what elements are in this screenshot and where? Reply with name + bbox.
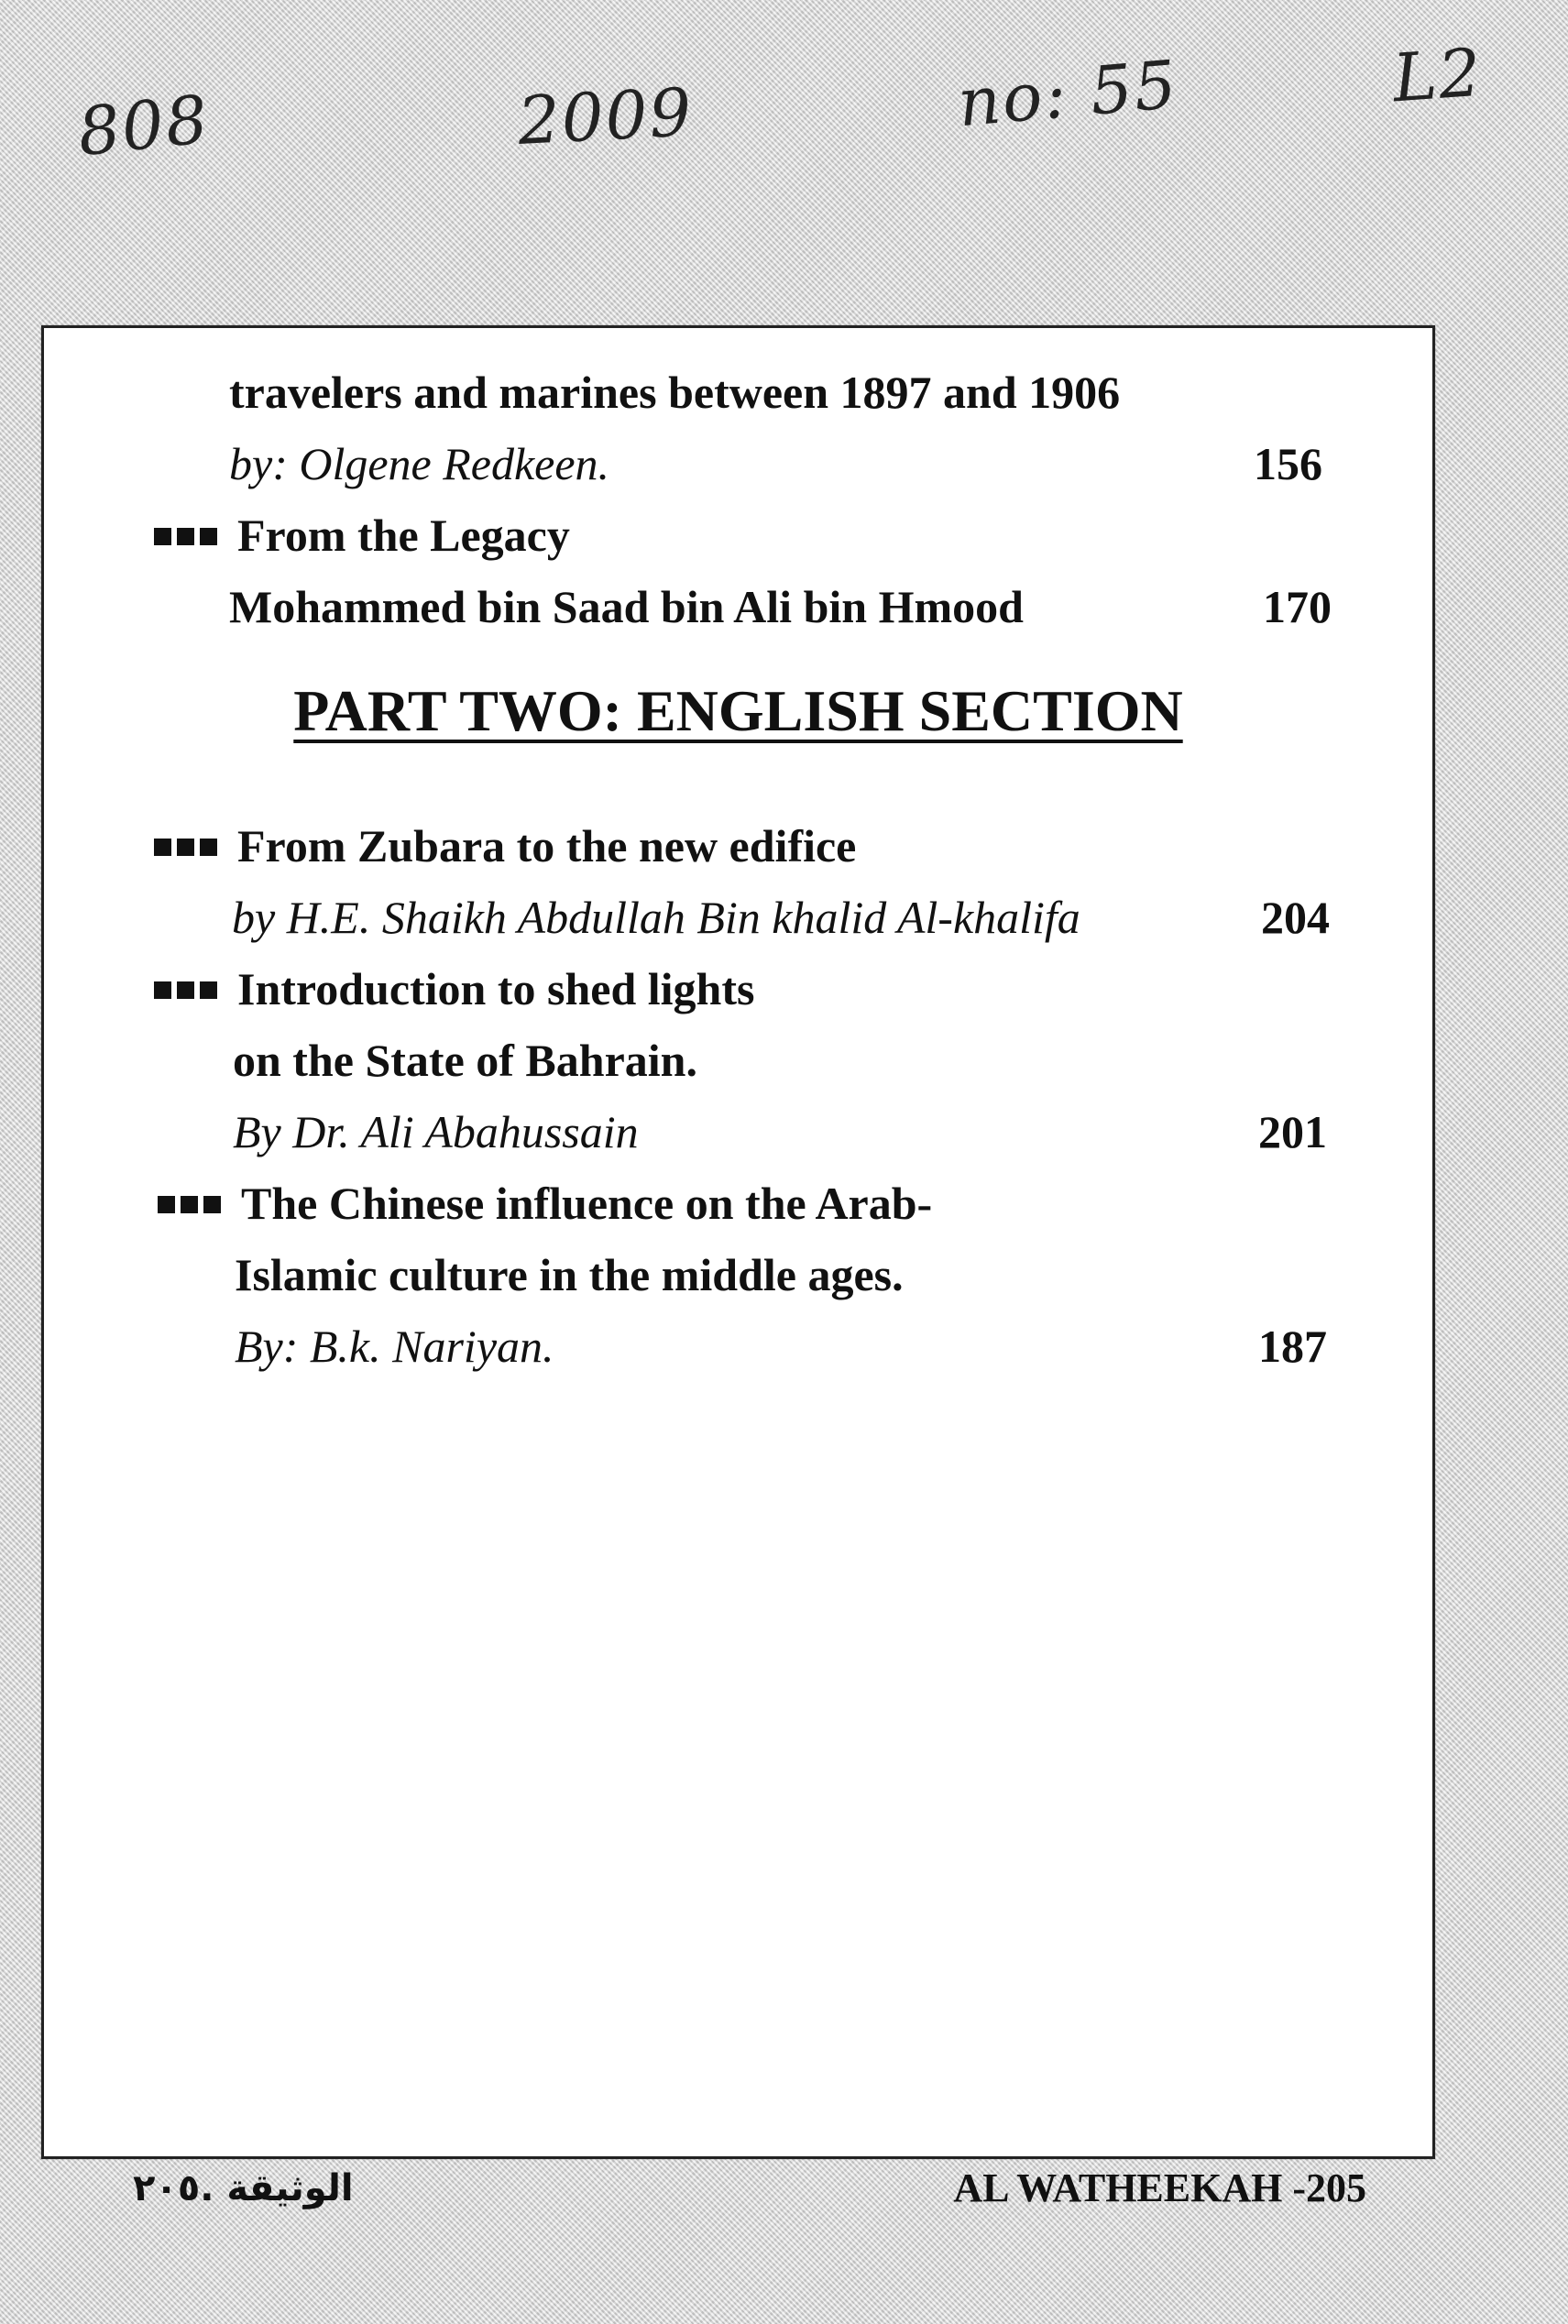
- toc-entry-author: By Dr. Ali Abahussain: [233, 1106, 639, 1157]
- toc-entry-author: By: B.k. Nariyan.: [235, 1321, 554, 1372]
- bullet-squares-icon: [154, 818, 223, 873]
- toc-entry-title: travelers and marines between 1897 and 1906: [229, 367, 1121, 418]
- handwritten-issue-number: no: 55: [954, 45, 1181, 142]
- table-of-contents-panel: [41, 325, 1435, 2159]
- toc-entry-subtitle: Mohammed bin Saad bin Ali bin Hmood: [229, 581, 1024, 632]
- footer-arabic-page-label: الوثيقة .٢٠٥: [133, 2167, 354, 2209]
- bullet-squares-icon: [154, 961, 223, 1016]
- toc-entry-author: by: Olgene Redkeen.: [229, 438, 610, 489]
- footer-english-page-label: AL WATHEEKAH -205: [953, 2165, 1366, 2210]
- section-heading: [44, 676, 1432, 746]
- handwritten-code: L2: [1390, 33, 1486, 117]
- toc-entry-title: [154, 818, 856, 873]
- toc-page-number: 204: [1261, 892, 1330, 943]
- toc-page-number: 156: [1254, 438, 1322, 489]
- toc-entry-title-continued: on the State of Bahrain.: [233, 1035, 697, 1086]
- toc-entry-title: [158, 1176, 932, 1231]
- toc-entry-title-text: Introduction to shed lights: [237, 963, 755, 1014]
- handwritten-year: 2009: [515, 73, 696, 159]
- toc-entry-title-continued: Islamic culture in the middle ages.: [235, 1249, 904, 1300]
- toc-page-number: 201: [1258, 1106, 1327, 1157]
- handwritten-number-808: 808: [74, 80, 214, 171]
- bullet-squares-icon: [158, 1176, 226, 1231]
- toc-entry-title-text: From the Legacy: [237, 510, 570, 561]
- toc-entry-title-text: The Chinese influence on the Arab-: [241, 1178, 933, 1229]
- section-heading-text: PART TWO: ENGLISH SECTION: [293, 678, 1183, 743]
- toc-entry-title: [154, 508, 570, 563]
- toc-page-number: 187: [1258, 1321, 1327, 1372]
- toc-page-number: 170: [1263, 581, 1332, 632]
- toc-entry-title: [154, 961, 754, 1016]
- bullet-squares-icon: [154, 508, 223, 563]
- toc-entry-title-text: From Zubara to the new edifice: [237, 820, 857, 872]
- toc-entry-author: by H.E. Shaikh Abdullah Bin khalid Al-khalifa: [232, 892, 1080, 943]
